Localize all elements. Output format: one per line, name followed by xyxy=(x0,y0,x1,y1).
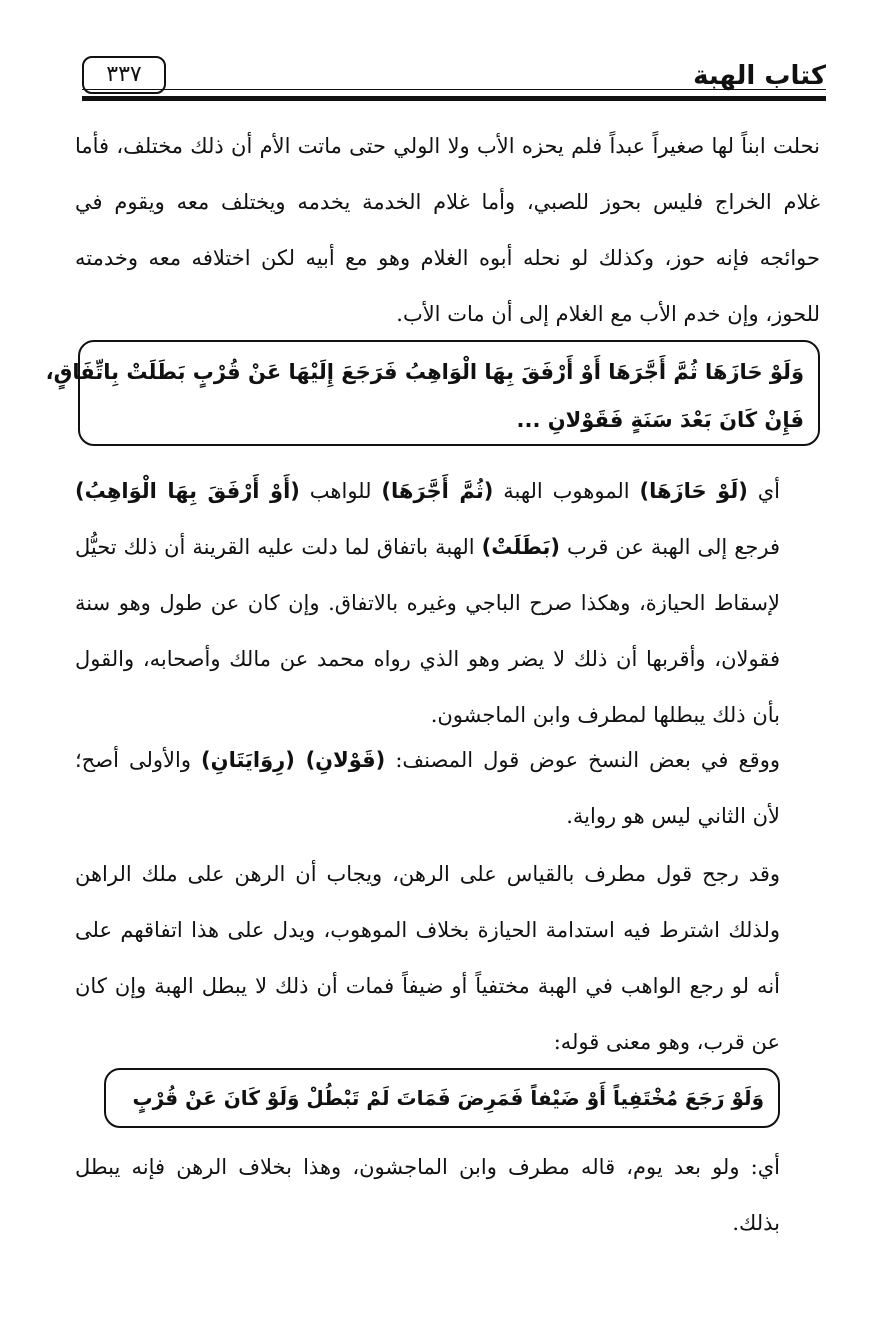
quoted-matn: (لَوْ حَازَهَا) xyxy=(639,479,748,503)
quoted-matn: (ثُمَّ أَجَّرَهَا) xyxy=(381,479,494,503)
commentary-paragraph-5: أي: ولو بعد يوم، قاله مطرف وابن الماجشون، وهذا بخلاف الرهن فإنه يبطل بذلك. xyxy=(75,1155,780,1235)
chapter-title: كتاب الهبة xyxy=(693,61,826,91)
matn-box-1 xyxy=(45,340,820,446)
matn-box-2 xyxy=(104,1068,780,1128)
text-run: الهبة باتفاق لما دلت عليه القرينة أن ذلك تحيُّل لإسقاط الحيازة، وهكذا صرح الباجي وغيره بالاتفاق. وإن كان عن طول وهو سنة فقولان، وأقربها أن ذلك لا يضر وهو الذي رواه محمد عن مالك وأصحابه، والقول بأن ذلك يبطلها لمطرف وابن الماجشون. xyxy=(75,535,780,727)
header-rule-thin xyxy=(82,89,826,90)
text-run: فرجع إلى الهبة عن قرب xyxy=(559,535,780,559)
text-run: الموهوب الهبة xyxy=(493,479,640,503)
text-run: والأولى أصح؛ لأن الثاني ليس هو رواية. xyxy=(75,748,780,828)
text-run: للواهب xyxy=(299,479,382,503)
quoted-matn: (قَوْلانِ) xyxy=(305,748,386,772)
matn-line: وَلَوْ رَجَعَ مُخْتَفِياً أَوْ ضَيْفاً فَمَرِضَ فَمَاتَ لَمْ تَبْطُلْ وَلَوْ كَانَ عَنْ قُرْبٍ xyxy=(132,1086,764,1110)
commentary-paragraph-1: نحلت ابناً لها صغيراً عبداً فلم يحزه الأب ولا الولي حتى ماتت الأم أن ذلك مختلف، فأما غلام الخراج فليس بحوز للصبي، وأما غلام الخدمة يخدمه ويختلف معه ويقوم في حوائجه فإنه حوز، وكذلك لو نحله أبوه الغلام وهو مع أبيه لكن اختلافه معه وخدمته للحوز، وإن خدم الأب مع الغلام إلى أن مات الأب. xyxy=(75,134,820,326)
text-run: أي xyxy=(747,479,780,503)
page-number: ٣٣٧ xyxy=(82,56,166,94)
matn-line: فَإِنْ كَانَ بَعْدَ سَنَةٍ فَقَوْلانِ ... xyxy=(516,408,804,432)
text-run: ووقع في بعض النسخ عوض قول المصنف: xyxy=(385,748,780,772)
commentary-paragraph-2 xyxy=(75,463,820,743)
commentary-paragraph-3 xyxy=(75,732,820,844)
quoted-matn: (أَوْ أَرْفَقَ بِهَا الْوَاهِبُ) xyxy=(75,479,300,503)
matn-line: وَلَوْ حَازَهَا ثُمَّ أَجَّرَهَا أَوْ أَرْفَقَ بِهَا الْوَاهِبُ فَرَجَعَ إِلَيْهَا عَنْ قُرْبٍ بَطَلَتْ بِاتِّفَاقٍ، xyxy=(45,360,804,384)
header-rule xyxy=(82,96,826,101)
quoted-matn: (بَطَلَتْ) xyxy=(481,535,560,559)
page-header xyxy=(82,52,826,102)
commentary-paragraph-4: وقد رجح قول مطرف بالقياس على الرهن، ويجاب أن الرهن على ملك الراهن ولذلك اشترط فيه استدامة الحيازة بخلاف الموهوب، ويدل على هذا اتفاقهم على أنه لو رجع الواهب في الهبة مختفياً أو ضيفاً فمات أن ذلك لا يبطل الهبة وإن كان عن قرب، وهو معنى قوله: xyxy=(75,862,780,1054)
quoted-matn: (رِوَايَتَانِ) xyxy=(201,748,306,772)
